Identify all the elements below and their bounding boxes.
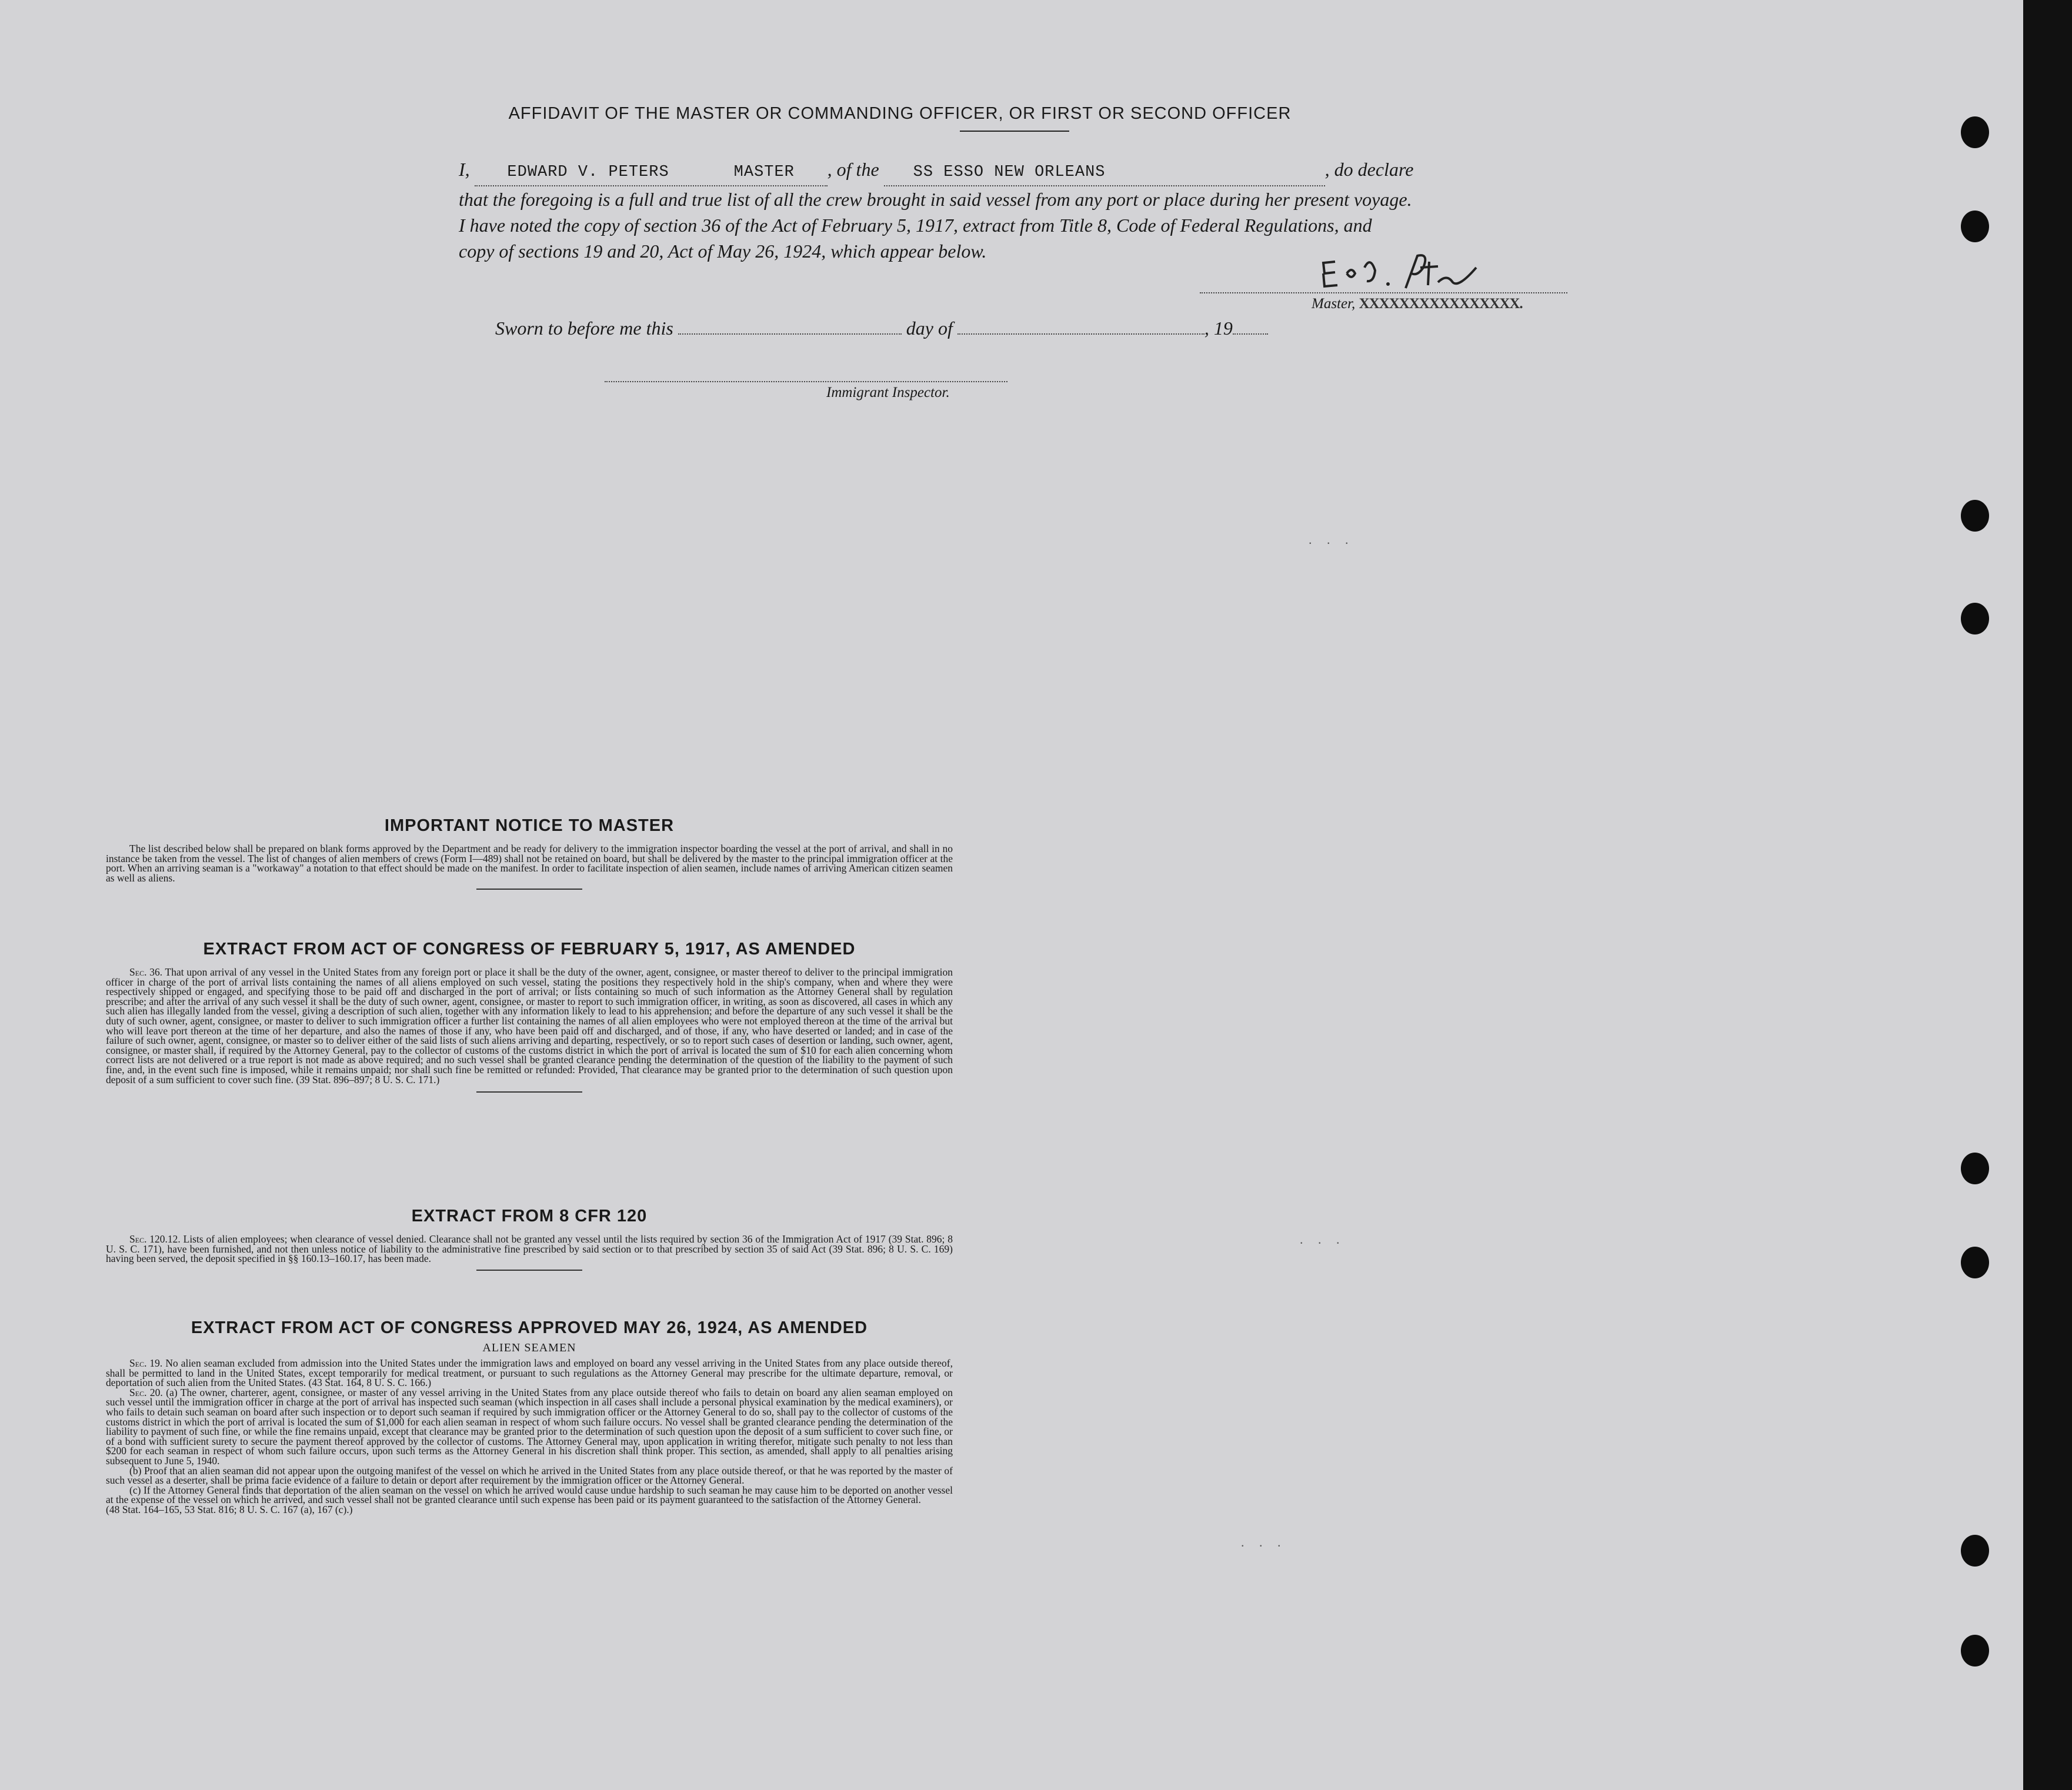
sec-20a-body: (a) The owner, charterer, agent, consignee, or master of any vessel arriving in the United States from any place outside thereof who fails to detain on board any alien seaman employed on such vessel until the immigration officer in charge at the port of arrival has inspected such seaman (which inspection in all cases shall include a personal physical examination by the medical examiners), or who fails to detain such seaman on board after such inspection or to deport such seaman if required by such immigration officer or the Attorney General to do so, shall pay to the collector of customs of the customs district in which the port of arrival is located the sum of $1,000 for each alien seaman in respect of whom such failure occurs. No vessel shall be granted clearance pending the determination of the liability to payment of such fine, or while the fine remains unpaid, except that clearance may be granted prior to the determination of such question upon the deposit of a sum sufficient to cover such fine, or of a bond with sufficient surety to secure the payment thereof approved by the collector of customs. The Attorney General may, upon application in writing therefor, mitigate such penalty to not less than $200 for each seaman in respect of whom such failure occurs, upon such terms as the Attorney General in his discretion shall think proper. This section, as amended, shall apply to all penalties arising subsequent to June 5, 1940. (106, 1386, 953, 1467)
extract-1917-heading: EXTRACT FROM ACT OF CONGRESS OF FEBRUARY 5, 1917, AS AMENDED (203, 940, 856, 959)
year-prefix: , 19 (1204, 318, 1233, 339)
declaration-line-4: copy of sections 19 and 20, Act of May 26, 1924, which appear below. (459, 241, 987, 262)
sec-19-label: Sec. 19. (129, 1357, 163, 1369)
sec-36-body: That upon arrival of any vessel in the United States from any foreign port or place it shall be the duty of the owner, agent, consignee, or master thereof to deliver to the principal immigration officer in charge of the port of arrival lists containing the names of all aliens employed on such vessel, stating the positions they respectively hold in the ship's company, when and where they were respectively shipped or engaged, and specifying those to be paid off and discharged in the port of arrival; or lists containing so much of such information as the Attorney General shall by regulation prescribe; and after the arrival of any such vessel it shall be the duty of such owner, agent, consignee, or master to report to such immigration officer, in writing, as soon as discovered, all cases in which any such alien has illegally landed from the vessel, giving a description of such alien, together with any information likely to lead to his apprehension; and before the departure of any such vessel it shall be the duty of such owner, agent, consignee, or master to deliver to such immigration officer a further list containing the names of all alien employees who were not employed thereon at the time of the arrival but who will leave port thereon at the time of her departure, and also the names of those if any, who have been paid off and discharged, and of those, if any, who have deserted or landed; and in case of the failure of such owner, agent, consignee, or master so to deliver either of the said lists of such aliens arriving and departing, respectively, or so to report such cases of desertion or landing, such owner, agent, consignee, or master shall, if required by the Attorney General, pay to the collector of customs of the customs district in which the port of arrival is located the sum of $10 for each alien concerning whom correct lists are not delivered or a true report is not made as above required; and no such vessel shall be granted clearance pending the determination of the question of the liability to the payment of such fine, and, in the event such fine is imposed, while it remains unpaid; nor shall such fine be remitted or refunded: Provided, That clearance may be granted prior to the determination of such question upon deposit of a sum sufficient to cover such fine. (39 Stat. 896–897; 8 U. S. C. 171.) (106, 966, 953, 1086)
inspector-signature-line (605, 381, 1007, 382)
sec-120-label: Sec. 120.12. (129, 1233, 181, 1245)
section-rule (476, 1091, 582, 1093)
declaration-line-2: that the foregoing is a full and true list of all the crew brought in said vessel from any port or place during her present voyage. (459, 189, 1412, 210)
declaration (459, 156, 1570, 264)
extract-1924-heading: EXTRACT FROM ACT OF CONGRESS APPROVED MAY 26, 1924, AS AMENDED (191, 1318, 868, 1337)
punch-hole (1961, 1635, 1989, 1667)
vessel-field[interactable]: SS ESSO NEW ORLEANS (884, 159, 1325, 186)
of-the-text: , of the (827, 159, 879, 180)
punch-hole (1961, 211, 1989, 242)
signature-block (1200, 250, 1567, 315)
scan-speck: . . . (1241, 1535, 1287, 1549)
master-caption (1312, 296, 1523, 312)
sworn-day-field[interactable] (678, 328, 902, 335)
handwritten-signature (1317, 250, 1506, 297)
affidavit-title: AFFIDAVIT OF THE MASTER OR COMMANDING OFFICER, OR FIRST OR SECOND OFFICER (508, 104, 1292, 123)
declaration-line-1 (459, 156, 1570, 186)
notice-text: The list described below shall be prepared on blank forms approved by the Department and be ready for delivery to the immigration inspector boarding the vessel at the port of arrival, and shall in no instance be taken from the vessel. The list of changes of alien members of crews (Form I—489) shall not be retained on board, but shall be delivered by the master to the principal immigration officer at the port. When an arriving seaman is a "workaway" a notation to that effect should be made on the manifest. In order to facilitate inspection of alien seamen, include names of arriving American citizen seamen as well as aliens. (106, 843, 953, 884)
master-name-field[interactable] (475, 159, 828, 186)
extract-cfr-section (106, 1207, 953, 1271)
extract-1917-text (106, 967, 953, 1084)
punch-hole (1961, 1247, 1989, 1278)
section-rule (476, 889, 582, 890)
title-rule (960, 131, 1069, 132)
alien-seamen-subheading: ALIEN SEAMEN (482, 1341, 576, 1354)
scan-edge (2023, 0, 2072, 1790)
declaration-line-3: I have noted the copy of section 36 of the Act of February 5, 1917, extract from Title 8, Code of Federal Regulations, and (459, 215, 1372, 236)
notice-heading: IMPORTANT NOTICE TO MASTER (384, 816, 675, 835)
punch-hole (1961, 603, 1989, 634)
sec-20b-text: (b) Proof that an alien seaman did not appear upon the outgoing manifest of the vessel on which he arrived in the United States from any place outside thereof, or that he was reported by the master of such vessel as a deserter, shall be prima facie evidence of a failure to detain or deport after requirement by the immigration officer or the Attorney General. (106, 1464, 953, 1487)
punch-hole (1961, 1535, 1989, 1567)
extract-1917-section (106, 940, 953, 1093)
sworn-line (495, 318, 1268, 339)
signature-line (1200, 292, 1567, 293)
statute-citation: (48 Stat. 164–165, 53 Stat. 816; 8 U. S. C. 167 (a), 167 (c).) (106, 1503, 353, 1515)
master-name: EDWARD V. PETERS (507, 163, 669, 181)
notice-section (106, 816, 953, 890)
sec-120-body: Lists of alien employees; when clearance of vessel denied. Clearance shall not be granted any vessel until the lists required by section 36 of the Immigration Act of 1917 (39 Stat. 896; 8 U. S. C. 171), have been furnished, and not then unless notice of liability to the administrative fine prescribed by said section or to that prescribed by section 35 of said Act (39 Stat. 896; 8 U. S. C. 169) having been served, the deposit specified in §§ 160.13–160.17, has been made. (106, 1233, 953, 1265)
punch-hole (1961, 1153, 1989, 1184)
sec-36-label: Sec. 36. (129, 966, 163, 978)
extract-1924-section (106, 1318, 953, 1515)
sec-20-label: Sec. 20. (129, 1386, 163, 1398)
extract-cfr-text (106, 1234, 953, 1264)
master-caption-label: Master, (1312, 296, 1356, 312)
sworn-year-field[interactable] (1233, 328, 1268, 335)
inspector-caption: Immigrant Inspector. (826, 385, 950, 400)
sec-20a-text (106, 1388, 953, 1466)
punch-hole (1961, 116, 1989, 148)
extract-cfr-heading: EXTRACT FROM 8 CFR 120 (411, 1207, 648, 1225)
sworn-prefix: Sworn to before me this (495, 318, 673, 339)
master-rank: MASTER (733, 163, 795, 181)
struck-title-text: XXXXXXXXXXXXXXXX. (1359, 296, 1523, 312)
punch-hole (1961, 500, 1989, 532)
sec-20c-text: (c) If the Attorney General finds that deportation of the alien seaman on the vessel on which he arrived would cause undue hardship to such seaman he may cause him to be deported on another vessel at the expense of the vessel on which he arrived, and such vessel shall not be granted clearance until such expense has been paid or its payment guaranteed to the satisfaction of the Attorney General. (106, 1484, 953, 1506)
sworn-month-field[interactable] (957, 328, 1205, 335)
section-rule (476, 1270, 582, 1271)
do-declare-text: , do declare (1324, 159, 1414, 180)
day-of-text: day of (906, 318, 953, 339)
scan-speck: . . . (1300, 1232, 1346, 1247)
sec-19-body: No alien seaman excluded from admission into the United States under the immigration laws and employed on board any vessel arriving in the United States from any place outside thereof, shall be permitted to land in the United States, except temporarily for medical treatment, or pursuant to such regulations as the Attorney General may prescribe for the ultimate departure, removal, or deportation of such alien from the United States. (43 Stat. 164, 8 U. S. C. 166.) (106, 1357, 953, 1389)
scan-speck: . . . (1309, 532, 1354, 547)
sec-19-text (106, 1358, 953, 1388)
intro-text: I, (459, 159, 470, 180)
